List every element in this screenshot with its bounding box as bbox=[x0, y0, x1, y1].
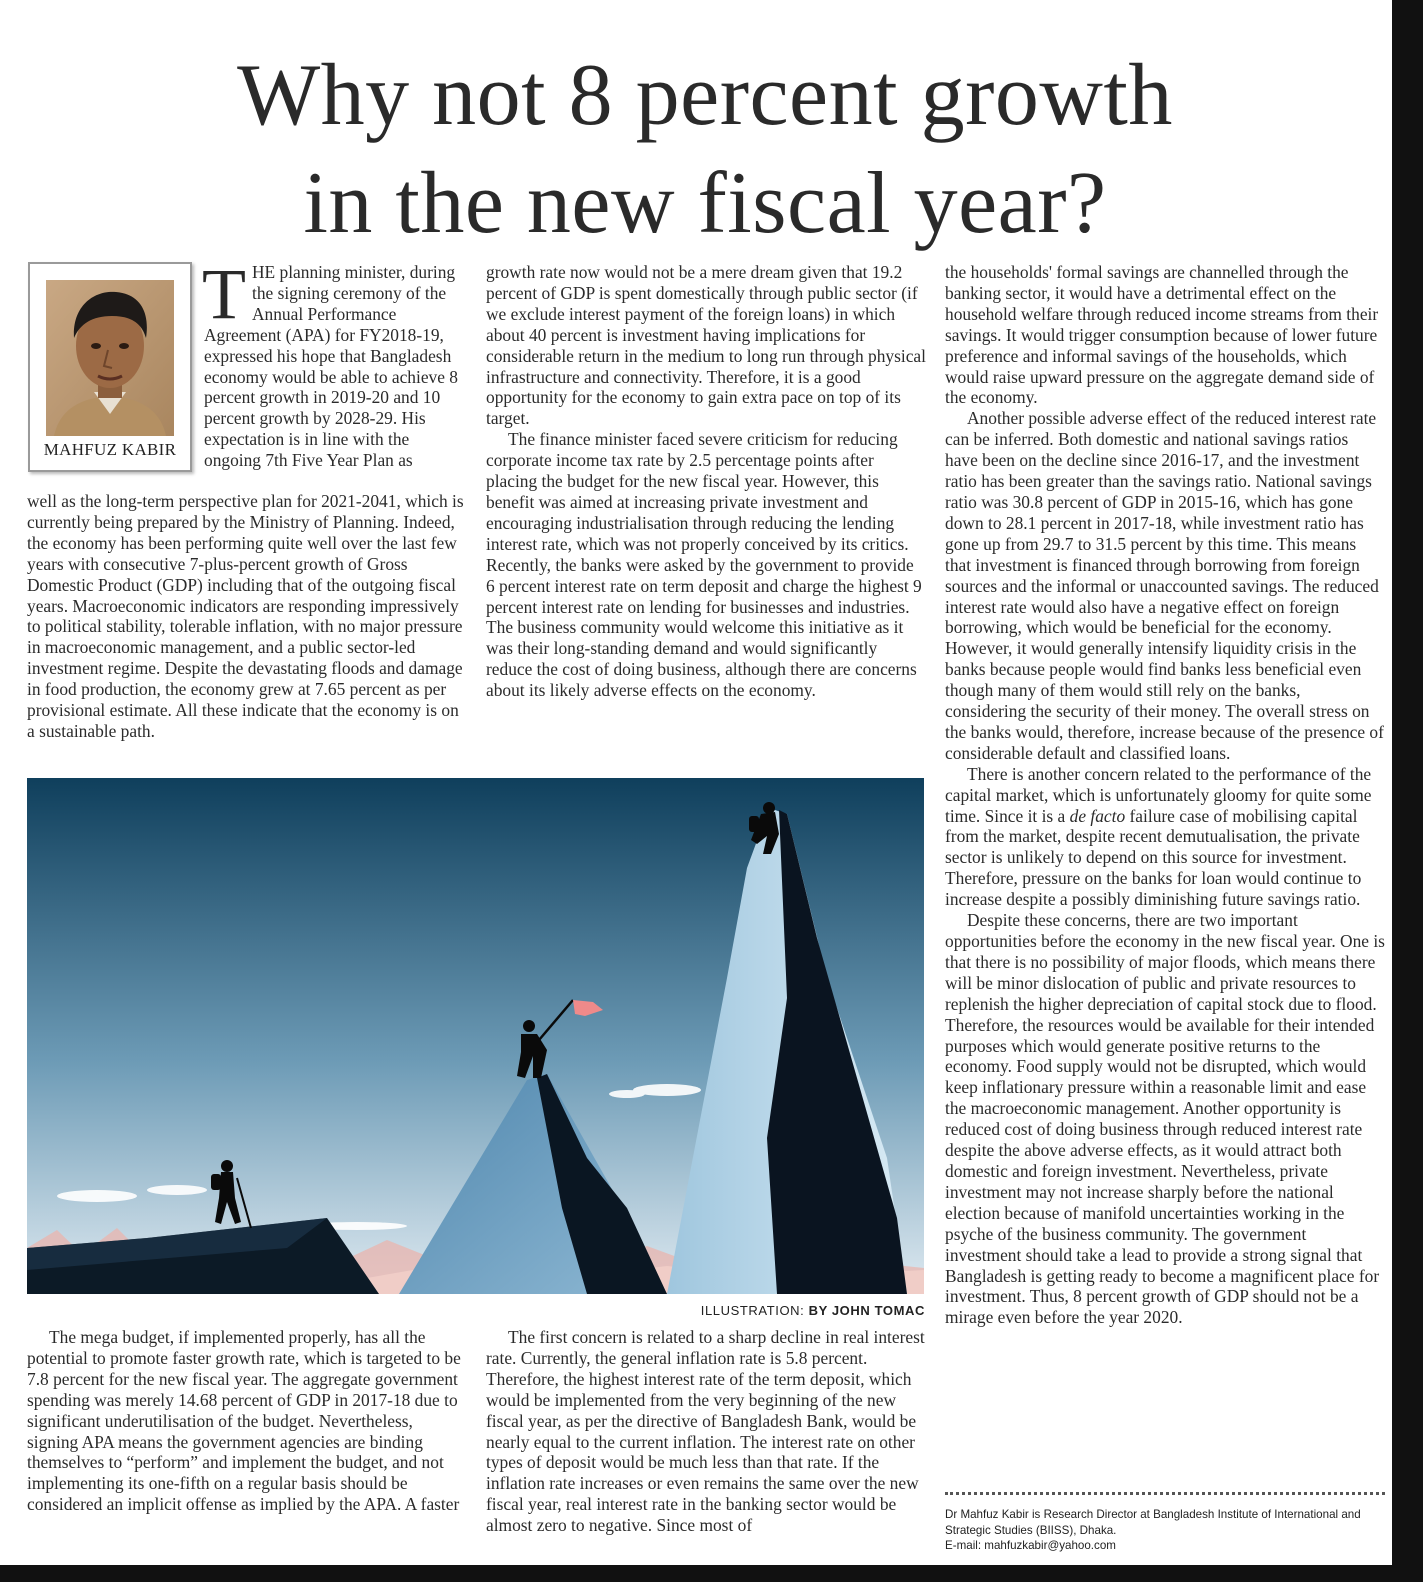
intro-text-right bbox=[202, 254, 466, 471]
headline-line-2: in the new fiscal year? bbox=[303, 155, 1107, 252]
col3-p3-before: There is another concern related to the performance of the capital market, which is unfortunately gloomy for quite some time. Since it is a bbox=[945, 763, 1372, 826]
column-2-bottom bbox=[486, 1327, 926, 1536]
column-2-top bbox=[486, 262, 926, 701]
page-bottom-edge bbox=[0, 1565, 1423, 1582]
col3-paragraph-1: the households' formal savings are channelled through the banking sector, it would have a detrimental effect on the household welfare through reduced income streams from their savings. It would trigger consumption because of lower future preference and informal savings of the households, which would raise upward pressure on the aggregate demand side of the economy. bbox=[945, 262, 1379, 408]
col3-p3-italic: de facto bbox=[1069, 805, 1126, 826]
illustration-credit bbox=[600, 1303, 925, 1318]
author-bio bbox=[945, 1507, 1385, 1554]
drop-cap: T bbox=[202, 254, 246, 334]
column-3 bbox=[945, 262, 1385, 1328]
col3-paragraph-3 bbox=[945, 764, 1385, 910]
bio-text: Dr Mahfuz Kabir is Research Director at Bangladesh Institute of International and Strategic Studies (BIISS), Dhaka. bbox=[945, 1508, 1361, 1537]
headline-line-1: Why not 8 percent growth bbox=[237, 47, 1173, 144]
column-1-bottom bbox=[27, 1327, 467, 1515]
col2-paragraph-2: The finance minister faced severe criticism for reducing corporate income tax rate by 2.5 percentage points after placing the budget for the new fiscal year. However, this benefit was aimed at increasing private investment and encouraging industrialisation through reducing the lending interest rate, which was not properly conceived by its critics. Recently, the banks were asked by the government to provide 6 percent interest rate on term deposit and charge the highest 9 percent interest rate on lending for businesses and industries. The business community would welcome this initiative as it was their long-standing demand and would significantly reduce the cost of doing business, although there are concerns about its likely adverse effects on the economy. bbox=[486, 429, 922, 701]
col2-bottom-paragraph: The first concern is related to a sharp decline in real interest rate. Currently, the general inflation rate is 5.8 percent. Therefore, the highest interest rate of the term deposit, which would be implemented from the very beginning of the new fiscal year, as per the directive of Bangladesh Bank, would be nearly equal to the current inflation. The interest rate on other types of deposit would be much less than that rate. If the inflation rate increases or even remains the same over the new fiscal year, real interest rate in the banking sector would be almost zero to negative. Since most of bbox=[486, 1327, 925, 1536]
author-portrait-icon bbox=[46, 280, 174, 436]
article-headline bbox=[0, 42, 1410, 258]
credit-label: ILLUSTRATION: bbox=[700, 1303, 805, 1318]
author-name: MAHFUZ KABIR bbox=[43, 440, 177, 459]
col2-paragraph-1: growth rate now would not be a mere dream given that 19.2 percent of GDP is spent domestically through public sector (if we exclude interest payment of the foreign loans) in which about 40 percent is investment having implications for considerable return in the medium to long run through physical infrastructure and connectivity. Therefore, it is a good opportunity for the economy to gain extra pace on top of its target. bbox=[486, 262, 926, 429]
intro-right-text: HE planning minister, during the signing ceremony of the Annual Performance Agreement (APA) for FY2018-19, expressed his hope that Bangladesh economy would be able to achieve 8 percent growth in 2019-20 and 10 percent growth by 2028-29. His expectation is in line with the ongoing 7th Five Year Plan as bbox=[204, 262, 459, 471]
intro-text-full bbox=[27, 491, 467, 742]
bio-email: E-mail: mahfuzkabir@yahoo.com bbox=[945, 1539, 1116, 1552]
col3-p3-after: failure case of mobilising capital from the market, despite recent demutualisation, the private sector is unlikely to depend on this source for investment. Therefore, pressure on the banks for loan would continue to increase despite a possibly diminishing future savings ratio. bbox=[945, 805, 1362, 910]
col1-bottom-paragraph: The mega budget, if implemented properly, has all the potential to promote faster growth rate, which is targeted to be 7.8 percent for the new fiscal year. The aggregate government spending was merely 14.68 percent of GDP in 2017-18 due to significant underutilisation of the budget. Nevertheless, signing APA means the government agencies are binding themselves to “perform” and implement the budget, and not implementing its one-fifth on a regular basis should be considered an implicit offense as implied by the APA. A faster bbox=[27, 1327, 461, 1515]
mountain-climbers-illustration bbox=[27, 778, 924, 1294]
col3-paragraph-4: Despite these concerns, there are two important opportunities before the economy in the new fiscal year. One is that there is no possibility of major floods, which means there will be minor dislocation of public and private resources to replenish the higher depreciation of capital stock due to flood. Therefore, the resources would be available for their intended purposes which would generate positive returns to the economy. Food supply would not be disrupted, which would keep inflationary pressure within a reasonable limit and ease the macroeconomic management. Another opportunity is reduced cost of doing business through reduced interest rate despite the above adverse effects, as it would attract both domestic and foreign investment. Nevertheless, private investment may not increase sharply before the national election because of manifold uncertainties working in the psyche of the business community. The government investment should take a lead to provide a strong signal that Bangladesh is getting ready to become a magnificent place for investment. Thus, 8 percent growth of GDP should not be a mirage even before the year 2020. bbox=[945, 910, 1385, 1328]
author-box bbox=[28, 262, 192, 472]
bio-divider bbox=[945, 1492, 1385, 1495]
credit-name: BY JOHN TOMAC bbox=[808, 1303, 925, 1318]
col3-paragraph-2: Another possible adverse effect of the reduced interest rate can be inferred. Both domestic and national savings ratios have been on the decline since 2016-17, and the investment ratio has been greater than the savings ratio. National savings ratio was 30.8 percent of GDP in 2015-16, which has gone down to 28.1 percent in 2017-18, while investment ratio has gone up from 29.7 to 31.5 percent by this time. This means that investment is financed through borrowing from foreign sources and the informal or unaccounted savings. The reduced interest rate would also have a negative effect on foreign borrowing, which would be beneficial for the economy. However, it would generally intensify liquidity crisis in the banks because people would find banks less beneficial even though many of them would still rely on the banks, considering the security of their money. The overall stress on the banks would, therefore, increase because of the presence of considerable default and classified loans. bbox=[945, 408, 1384, 763]
intro-full-paragraph: well as the long-term perspective plan for 2021-2041, which is currently being prepared by the Ministry of Planning. Indeed, the economy has been performing quite well over the last few years with consecutive 7-plus-percent growth of Gross Domestic Product (GDP) including that of the outgoing fiscal years. Macroeconomic indicators are responding impressively to political stability, tolerable inflation, with no major pressure in macroeconomic management, and a public sector-led investment regime. Despite the devastating floods and damage in food production, the economy grew at 7.65 percent as per provisional estimate. All these indicate that the economy is on a sustainable path. bbox=[27, 491, 464, 741]
